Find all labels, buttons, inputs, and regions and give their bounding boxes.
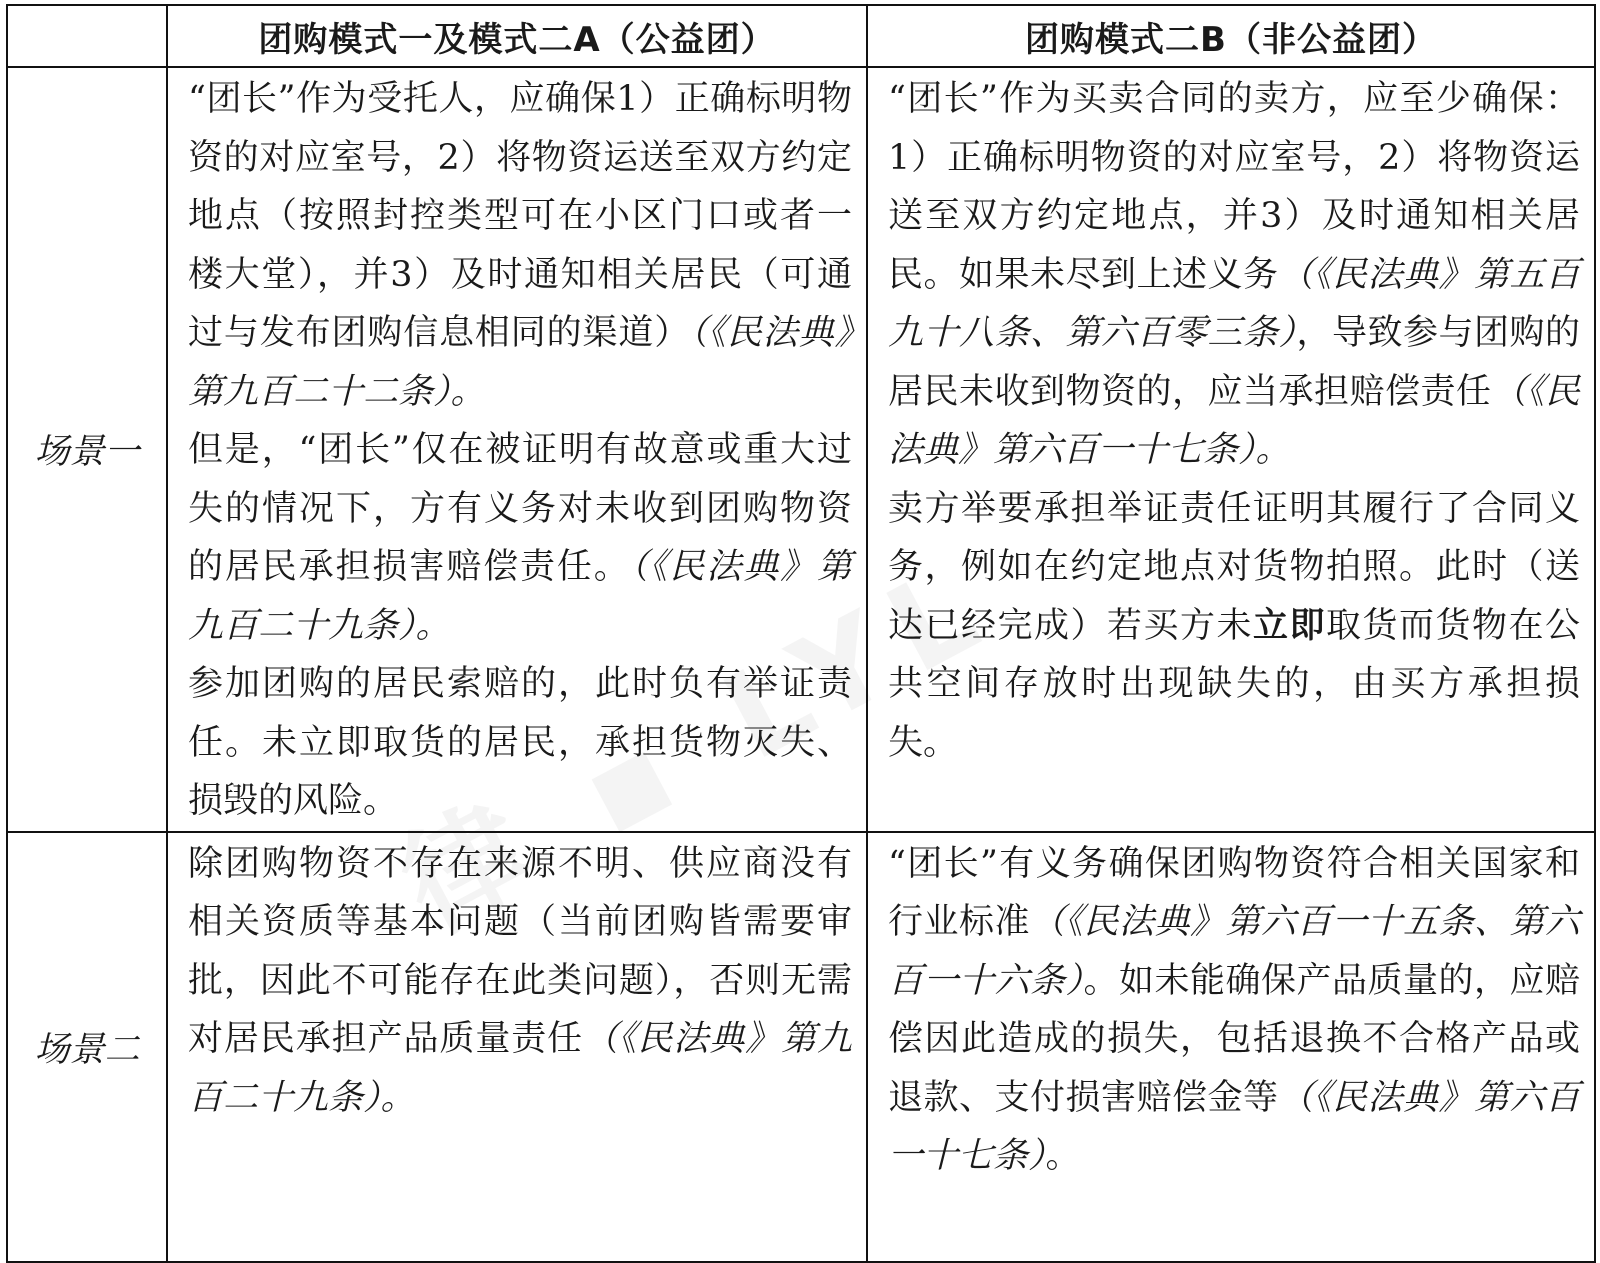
emphasis-text: 立即 (1252, 604, 1326, 646)
paragraph (188, 835, 852, 1128)
header-corner (7, 5, 167, 67)
body-text: 取货而货物在公共空间存放时出现缺失的，由买方承担损失。 (888, 605, 1580, 763)
body-text: 卖方举要承担举证责任证明其履行了合同义务，例如在约定地点对货物拍照。此时（送达已经完成）若买方未 (888, 488, 1580, 646)
paragraph (188, 70, 852, 421)
cell-scene-one-mode-two-b (867, 67, 1595, 832)
law-citation: （《民法典》第六百一十七条） (888, 1077, 1580, 1176)
row-label-scene-one: 场景一 (7, 67, 167, 832)
law-citation: （《民法典》第五百九十八条、第六百零三条） (888, 254, 1580, 353)
law-citation: （《民法典》第九百二十九条）。 (188, 547, 852, 646)
header-mode-two-b: 团购模式二B（非公益团） (867, 5, 1595, 67)
paragraph (888, 835, 1580, 1186)
body-text: 。如未能确保产品质量的，应赔偿因此造成的损失，包括退换不合格产品或退款、支付损害赔偿金等 (888, 960, 1580, 1118)
body-text: 但是，“团长”仅在被证明有故意或重大过失的情况下，方有义务对未收到团购物资的居民承担损害赔偿责任。 (188, 430, 852, 587)
body-text: “团长”有义务确保团购物资符合相关国家和行业标准 (888, 843, 1580, 942)
paragraph (888, 480, 1580, 773)
law-citation: （《民法典》第六百一十五条、第六百一十六条） (888, 902, 1580, 1001)
paragraph (188, 655, 852, 831)
cell-scene-two-mode-one (167, 832, 867, 1262)
law-citation: （《民法典》第六百一十七条）。 (888, 371, 1580, 470)
law-citation: （《民法典》第九百二十九条）。 (188, 1019, 852, 1118)
paragraph (188, 421, 852, 655)
body-text: “团长”作为受托人，应确保1）正确标明物资的对应室号，2）将物资运送至双方约定地点（按照封控类型可在小区门口或者一楼大堂），并3）及时通知相关居民（可通过与发布团购信息相同的渠道） (188, 79, 852, 353)
paragraph (888, 70, 1580, 480)
header-mode-one-and-two-a: 团购模式一及模式二A（公益团） (167, 5, 867, 67)
row-label-scene-two: 场景二 (7, 832, 167, 1262)
table-row-scene-one (7, 67, 1595, 832)
body-text: 。 (1045, 1136, 1081, 1176)
comparison-table (6, 4, 1596, 1263)
body-text: “团长”作为买卖合同的卖方，应至少确保：1）正确标明物资的对应室号，2）将物资运送至双方约定地点，并3）及时通知相关居民。如果未尽到上述义务 (888, 79, 1580, 295)
header-row (7, 5, 1595, 67)
body-text: 参加团购的居民索赔的，此时负有举证责任。未立即取货的居民，承担货物灭失、损毁的风险。 (188, 664, 852, 821)
body-text: 除团购物资不存在来源不明、供应商没有相关资质等基本问题（当前团购皆需要审批，因此不可能存在此类问题），否则无需对居民承担产品质量责任 (188, 843, 852, 1059)
cell-scene-one-mode-one (167, 67, 867, 832)
cell-scene-two-mode-two-b (867, 832, 1595, 1262)
table-row-scene-two (7, 832, 1595, 1262)
body-text: ，导致参与团购的居民未收到物资的，应当承担赔偿责任 (888, 313, 1580, 412)
law-citation: （《民法典》第九百二十二条）。 (188, 313, 852, 412)
